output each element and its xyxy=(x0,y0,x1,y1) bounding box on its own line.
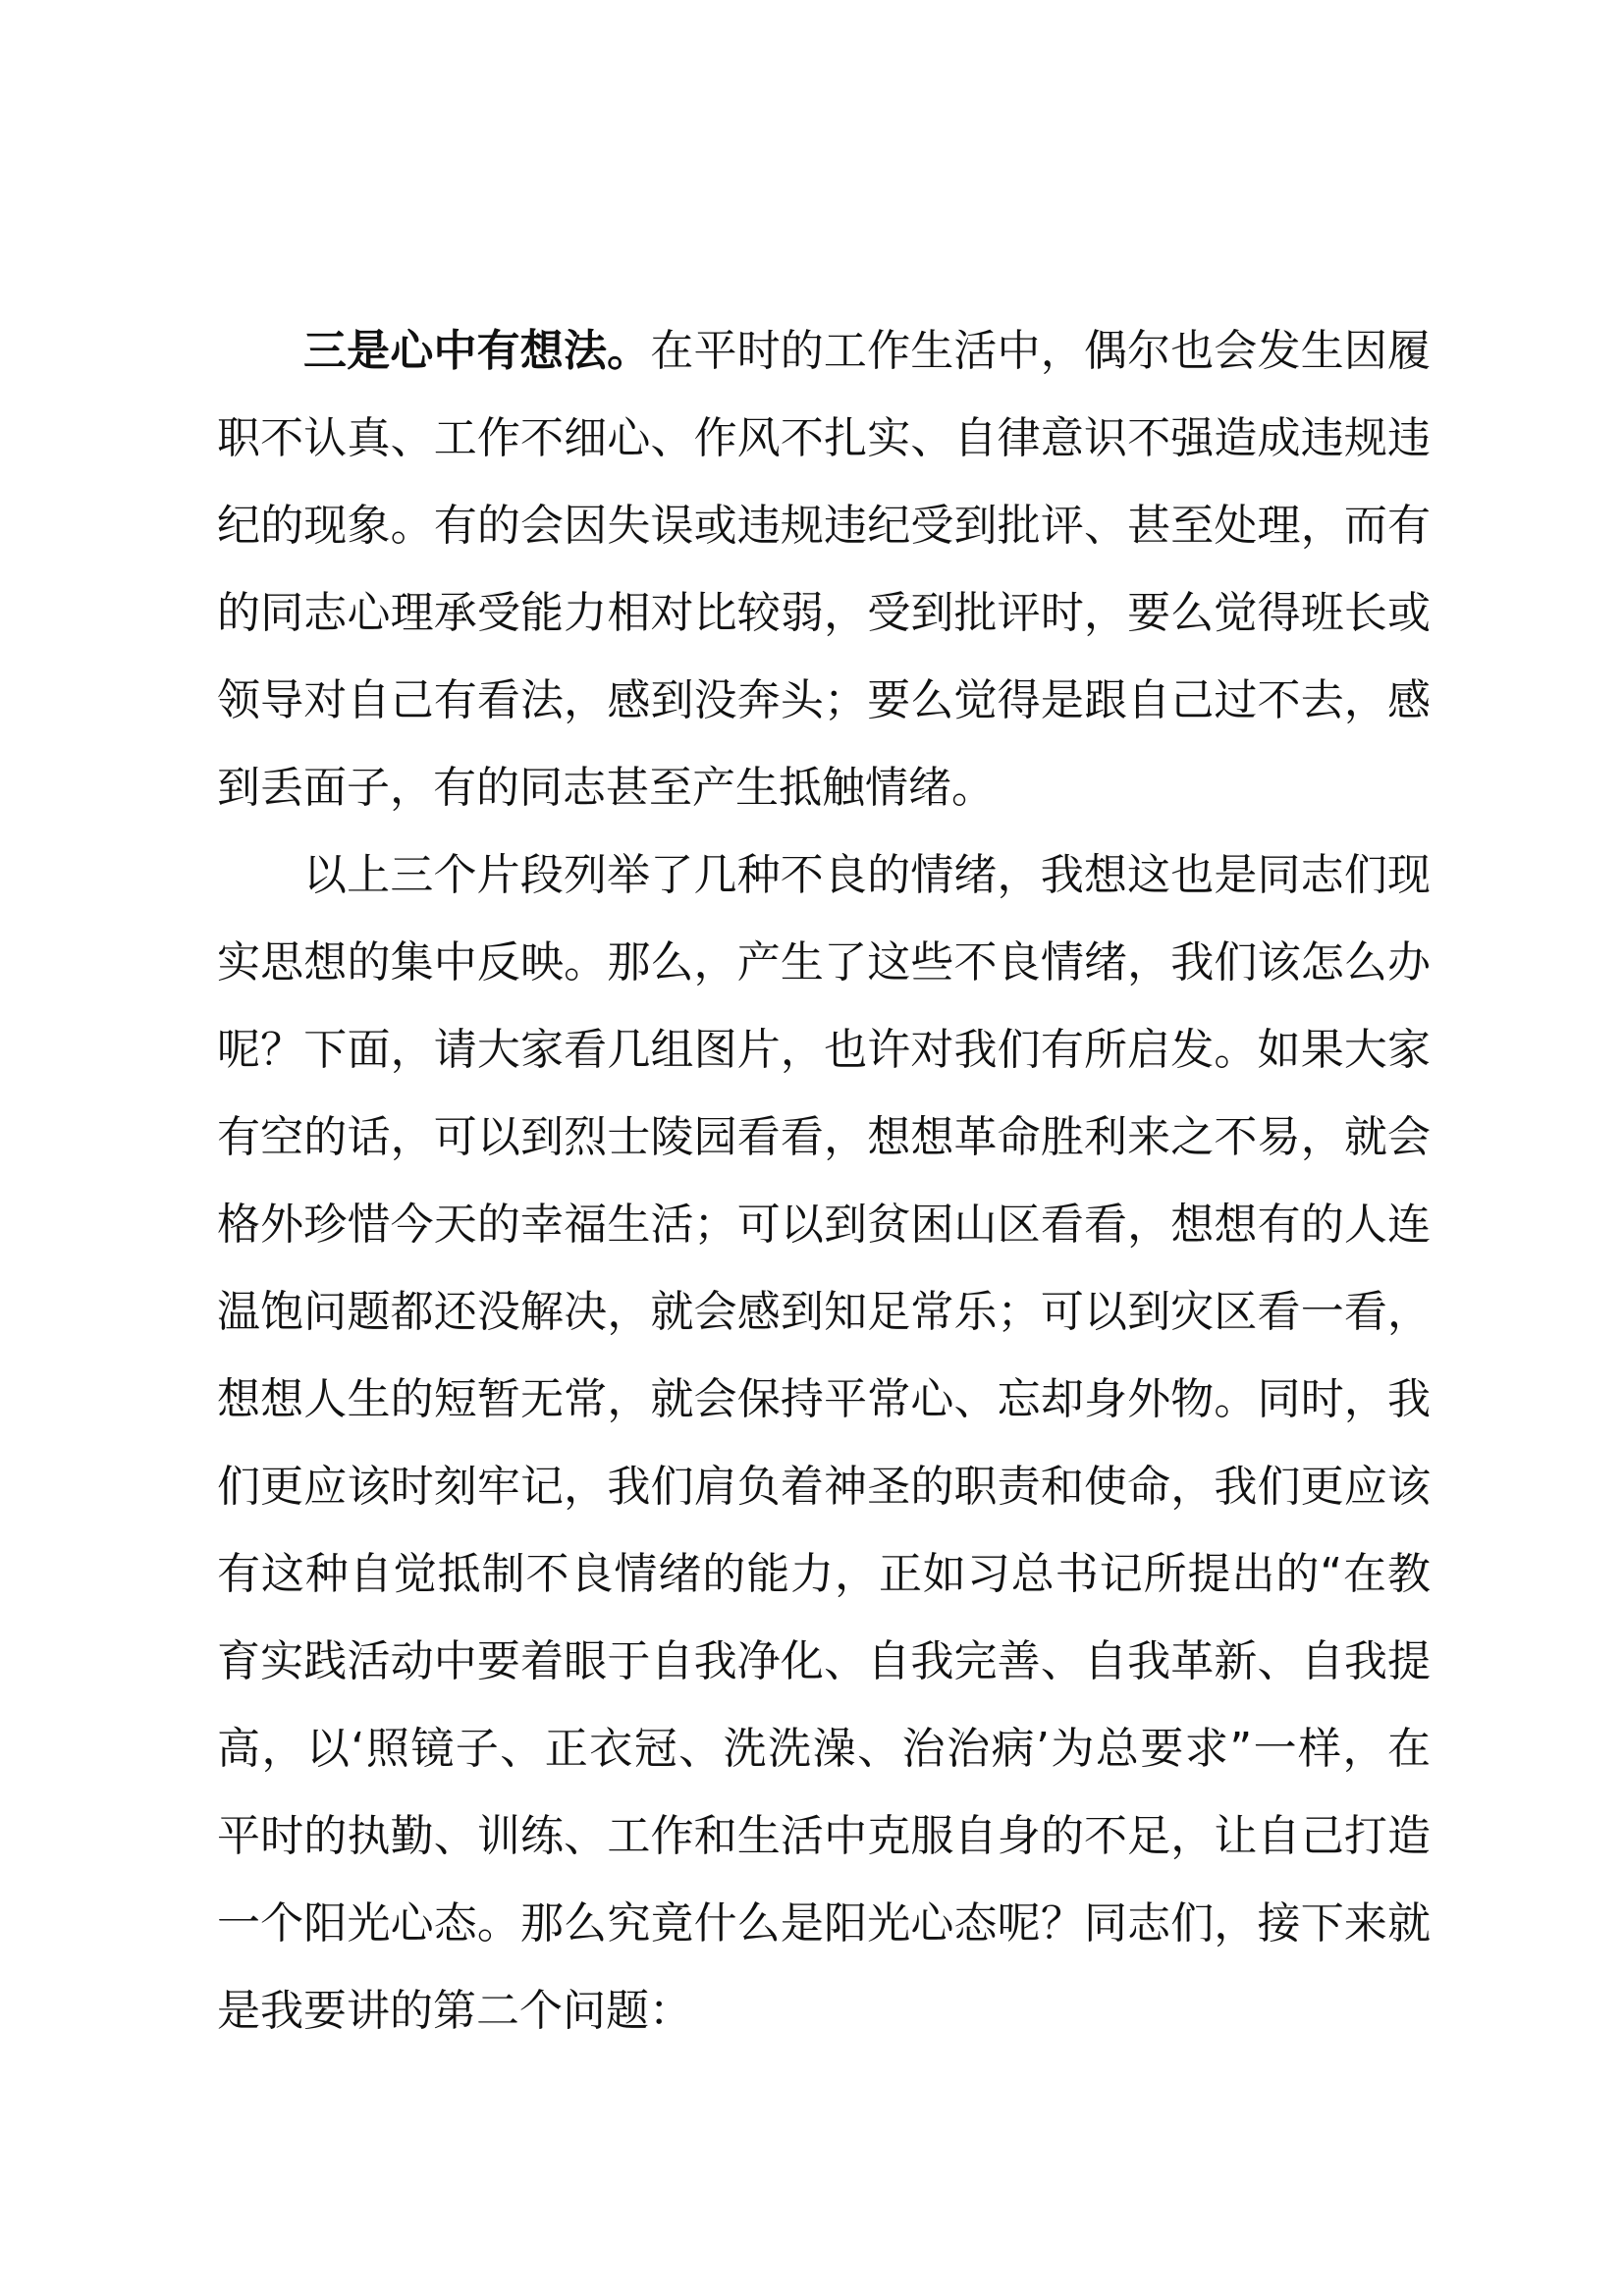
paragraph-1-lead: 三是心中有想法。 xyxy=(303,326,651,376)
paragraph-2 xyxy=(217,831,1431,2055)
body-text xyxy=(217,307,1431,2055)
paragraph-1-text: 在平时的工作生活中，偶尔也会发生因履职不认真、工作不细心、作风不扎实、自律意识不强造成违规违纪的现象。有的会因失误或违规违纪受到批评、甚至处理，而有的同志心理承受能力相对比较弱，受到批评时，要么觉得班长或领导对自己有看法，感到没奔头；要么觉得是跟自己过不去，感到丢面子，有的同志甚至产生抵触情绪。 xyxy=(217,326,1431,813)
paragraph-2-text: 以上三个片段列举了几种不良的情绪，我想这也是同志们现实思想的集中反映。那么，产生了这些不良情绪，我们该怎么办呢？下面，请大家看几组图片，也许对我们有所启发。如果大家有空的话，可以到烈士陵园看看，想想革命胜利来之不易，就会格外珍惜今天的幸福生活；可以到贫困山区看看，想想有的人连温饱问题都还没解决，就会感到知足常乐；可以到灾区看一看，想想人生的短暂无常，就会保持平常心、忘却身外物。同时，我们更应该时刻牢记，我们肩负着神圣的职责和使命，我们更应该有这种自觉抵制不良情绪的能力，正如习总书记所提出的“在教育实践活动中要着眼于自我净化、自我完善、自我革新、自我提高，以‘照镜子、正衣冠、洗洗澡、治治病’为总要求”一样，在平时的执勤、训练、工作和生活中克服自身的不足，让自己打造一个阳光心态。那么究竟什么是阳光心态呢？同志们，接下来就是我要讲的第二个问题： xyxy=(217,850,1431,2036)
paragraph-1 xyxy=(217,307,1431,831)
